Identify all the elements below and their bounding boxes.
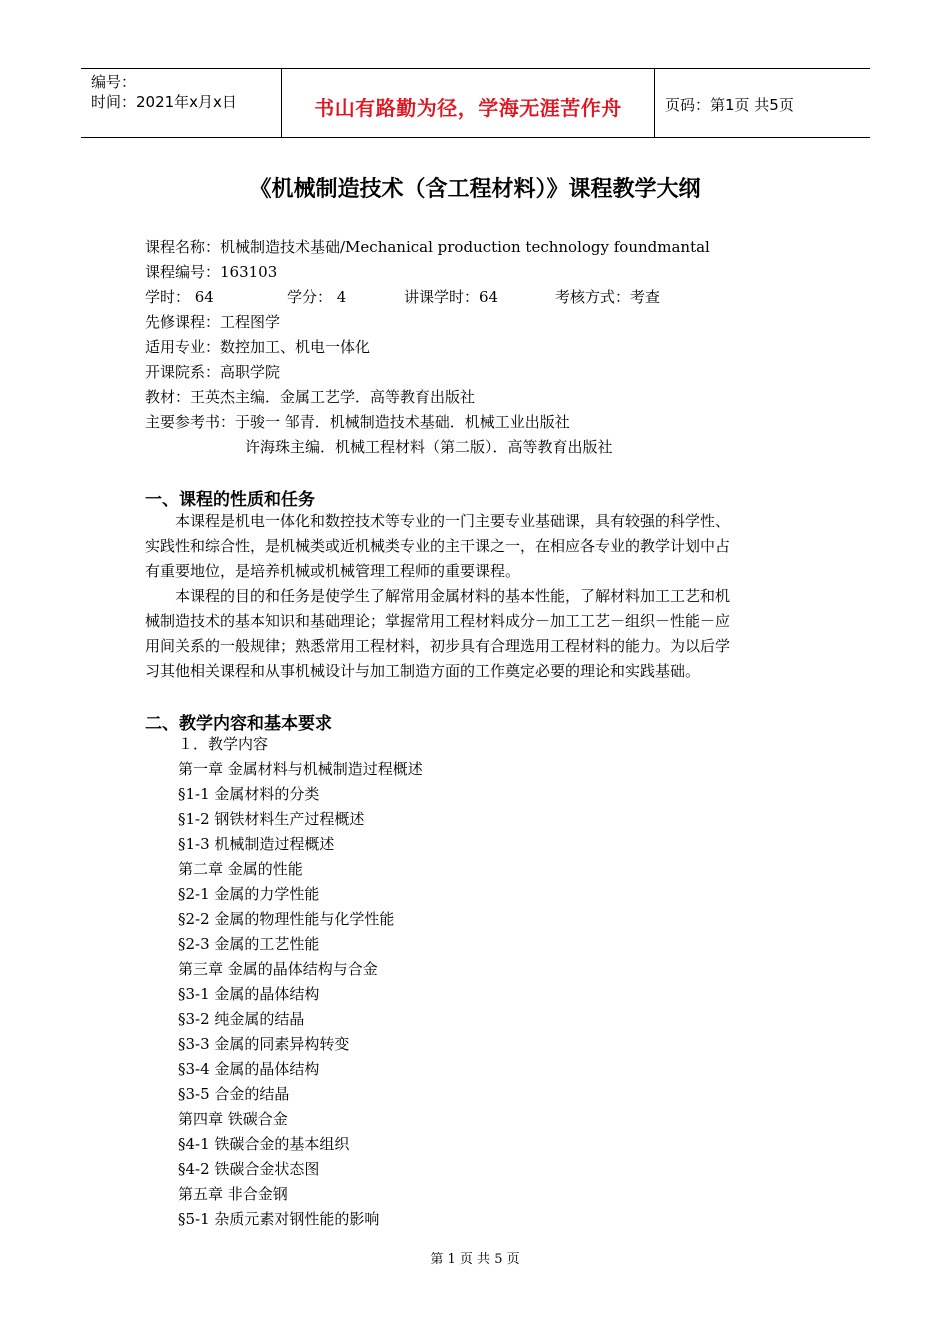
course-code: 课程编号：163103 — [145, 263, 278, 281]
paragraph-nature — [145, 509, 807, 584]
chapter-heading: 第一章 金属材料与机械制造过程概述 — [178, 760, 423, 778]
section-item: §1-2 钢铁材料生产过程概述 — [178, 810, 365, 828]
content-subheading: １．教学内容 — [178, 735, 269, 753]
paragraph-line: 本课程是机电一体化和数控技术等专业的一门主要专业基础课，具有较强的科学性、 — [175, 512, 731, 530]
section-item: §1-1 金属材料的分类 — [178, 785, 320, 803]
section-item: §3-1 金属的晶体结构 — [178, 985, 320, 1003]
prerequisite-course: 先修课程：工程图学 — [145, 313, 281, 331]
section-item: §4-2 铁碳合金状态图 — [178, 1160, 320, 1178]
paragraph-line: 本课程的目的和任务是使学生了解常用金属材料的基本性能，了解材料加工工艺和机 — [175, 587, 731, 605]
chapter-heading: 第五章 非合金钢 — [178, 1185, 288, 1203]
offering-department: 开课院系：高职学院 — [145, 363, 281, 381]
section-item: §3-4 金属的晶体结构 — [178, 1060, 320, 1078]
doc-date-label: 时间：2021年x月x日 — [91, 93, 237, 111]
paragraph-line: 械制造技术的基本知识和基础理论；掌握常用工程材料成分－加工工艺－组织－性能－应 — [145, 612, 731, 630]
paragraph-objectives — [145, 584, 807, 684]
section-item: §3-5 合金的结晶 — [178, 1085, 290, 1103]
page-footer: 第 1 页 共 5 页 — [430, 1252, 520, 1267]
header-page-info: 页码：第1页 共5页 — [665, 96, 794, 114]
header-motto: 书山有路勤为径，学海无涯苦作舟 — [314, 96, 622, 120]
textbook: 教材：王英杰主编．金属工艺学．高等教育出版社 — [145, 388, 476, 406]
paragraph-line: 有重要地位，是培养机械或机械管理工程师的重要课程。 — [145, 562, 521, 580]
header-left-cell — [81, 69, 282, 137]
applicable-majors: 适用专业：数控加工、机电一体化 — [145, 338, 371, 356]
chapter-heading: 第三章 金属的晶体结构与合金 — [178, 960, 378, 978]
section-item: §1-3 机械制造过程概述 — [178, 835, 335, 853]
course-hours: 学时： 64 — [145, 288, 214, 306]
header-right-cell — [655, 69, 870, 137]
section-item: §2-2 金属的物理性能与化学性能 — [178, 910, 395, 928]
section-heading-nature: 一、课程的性质和任务 — [145, 490, 315, 510]
lecture-hours: 讲课学时：64 — [404, 288, 499, 306]
chapter-heading: 第二章 金属的性能 — [178, 860, 303, 878]
assessment-method: 考核方式：考查 — [555, 288, 661, 306]
header-middle-cell — [282, 69, 655, 137]
course-name: 课程名称：机械制造技术基础/Mechanical production technology foundmantal — [145, 238, 710, 256]
section-item: §5-1 杂质元素对钢性能的影响 — [178, 1210, 380, 1228]
document-title: 《机械制造技术（含工程材料）》课程教学大纲 — [249, 177, 701, 202]
section-item: §3-3 金属的同素异构转变 — [178, 1035, 350, 1053]
section-item: §2-1 金属的力学性能 — [178, 885, 320, 903]
section-item: §4-1 铁碳合金的基本组织 — [178, 1135, 350, 1153]
section-heading-content: 二、教学内容和基本要求 — [145, 714, 332, 734]
doc-number-label: 编号： — [91, 73, 137, 91]
reference-book-2: 许海珠主编．机械工程材料（第二版）．高等教育出版社 — [245, 438, 613, 456]
section-item: §3-2 纯金属的结晶 — [178, 1010, 305, 1028]
section-item: §2-3 金属的工艺性能 — [178, 935, 320, 953]
paragraph-line: 实践性和综合性，是机械类或近机械类专业的主干课之一，在相应各专业的教学计划中占 — [145, 537, 731, 555]
reference-book-1: 主要参考书：于骏一 邹青．机械制造技术基础．机械工业出版社 — [145, 413, 570, 431]
page-header — [81, 68, 870, 138]
paragraph-line: 用间关系的一般规律；熟悉常用工程材料，初步具有合理选用工程材料的能力。为以后学 — [145, 637, 731, 655]
chapter-heading: 第四章 铁碳合金 — [178, 1110, 288, 1128]
course-credits: 学分： 4 — [287, 288, 347, 306]
paragraph-line: 习其他相关课程和从事机械设计与加工制造方面的工作奠定必要的理论和实践基础。 — [145, 662, 701, 680]
